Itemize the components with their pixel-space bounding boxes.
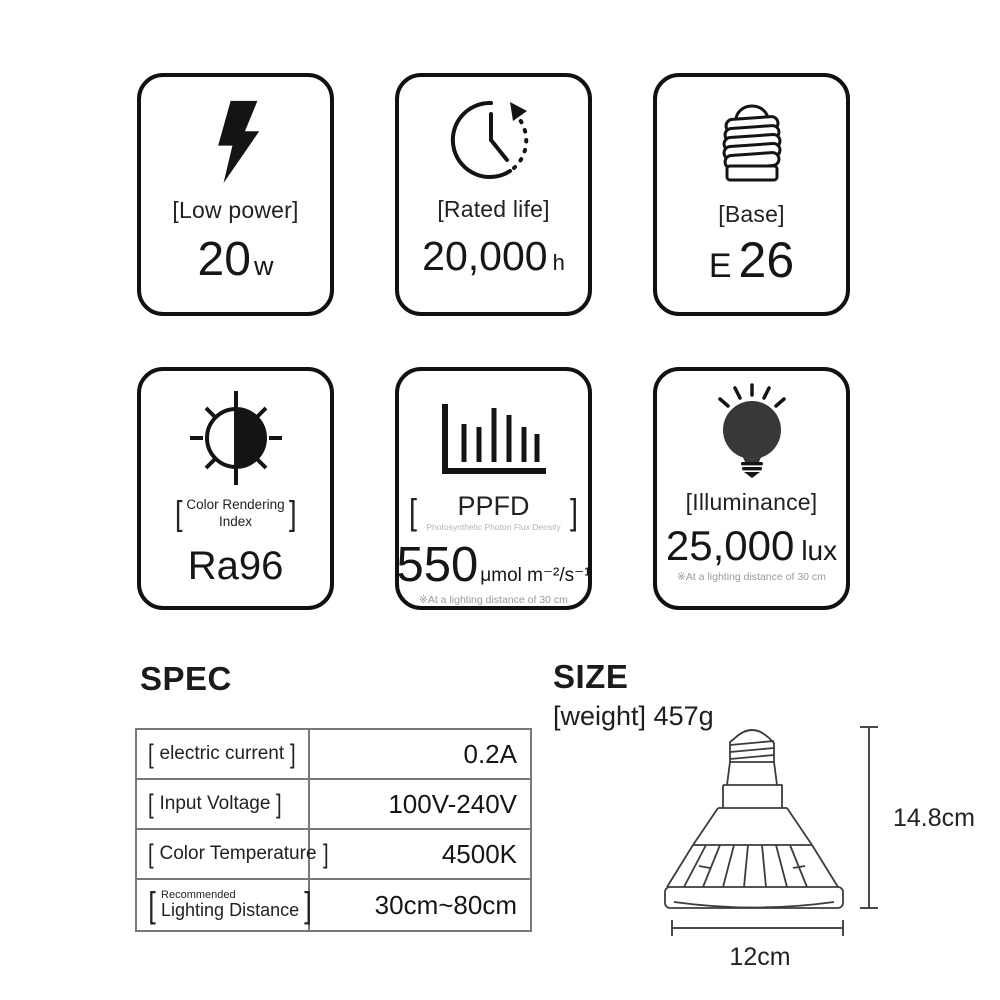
spec-table — [135, 728, 532, 932]
height-dimension-label: 14.8cm — [893, 804, 975, 832]
spec-row-electric-current-label: [ electric current ] — [137, 730, 310, 780]
screw-base-icon — [710, 99, 794, 187]
card-base — [653, 73, 850, 316]
card-illuminance — [653, 367, 850, 610]
card-base-value: E 26 — [708, 232, 795, 288]
spec-row-color-temperature-label: [ Color Temperature ] — [137, 830, 310, 880]
card-illuminance-footnote: ※At a lighting distance of 30 cm — [677, 571, 826, 583]
card-illuminance-label: [Illuminance] — [685, 489, 818, 515]
open-bracket: [ — [174, 494, 183, 533]
card-color-rendering-value: Ra96 — [187, 543, 284, 588]
card-rated-life-value: 20,000 h — [422, 233, 565, 279]
card-low-power — [137, 73, 334, 316]
spec-row-color-temperature-value: 4500K — [310, 830, 530, 880]
half-shaded-sun-icon — [182, 383, 290, 493]
open-bracket: [ — [409, 491, 418, 533]
spec-row-input-voltage-label: [ Input Voltage ] — [137, 780, 310, 830]
card-low-power-label: [Low power] — [172, 197, 299, 223]
card-base-label: [Base] — [718, 201, 785, 227]
card-ppfd-value: 550 μmol m⁻²/s⁻¹ — [396, 538, 591, 592]
card-color-rendering — [137, 367, 334, 610]
card-color-rendering-label: [ Color Rendering Index ] — [174, 494, 297, 533]
feature-cards — [137, 73, 850, 610]
close-bracket: ] — [288, 494, 297, 533]
spec-row-input-voltage-value: 100V-240V — [310, 780, 530, 830]
spec-row-electric-current-value: 0.2A — [310, 730, 530, 780]
card-ppfd-footnote: ※At a lighting distance of 30 cm — [419, 594, 568, 606]
spec-heading: SPEC — [140, 660, 232, 697]
size-heading: SIZE — [553, 658, 629, 695]
lightning-bolt-icon — [211, 97, 261, 187]
card-illuminance-value: 25,000 lux — [665, 522, 838, 569]
close-bracket: ] — [569, 491, 578, 533]
weight-label: [weight] 457g — [553, 701, 714, 731]
card-ppfd-label: [ PPFD Photosynthetic Photon Flux Density ] — [409, 491, 578, 533]
bulb-size-drawing — [650, 718, 890, 940]
card-ppfd — [395, 367, 592, 610]
clock-with-arrow-icon — [444, 90, 544, 190]
spec-row-lighting-distance-label: [ Recommended Lighting Distance ] — [137, 880, 310, 930]
card-rated-life — [395, 73, 592, 316]
bar-chart-icon — [438, 399, 550, 479]
glowing-bulb-icon — [704, 381, 800, 483]
card-rated-life-label: [Rated life] — [437, 196, 550, 222]
width-dimension-label: 12cm — [729, 943, 791, 971]
spec-row-lighting-distance-value: 30cm~80cm — [374, 889, 517, 920]
card-low-power-value: 20 w — [197, 233, 274, 286]
